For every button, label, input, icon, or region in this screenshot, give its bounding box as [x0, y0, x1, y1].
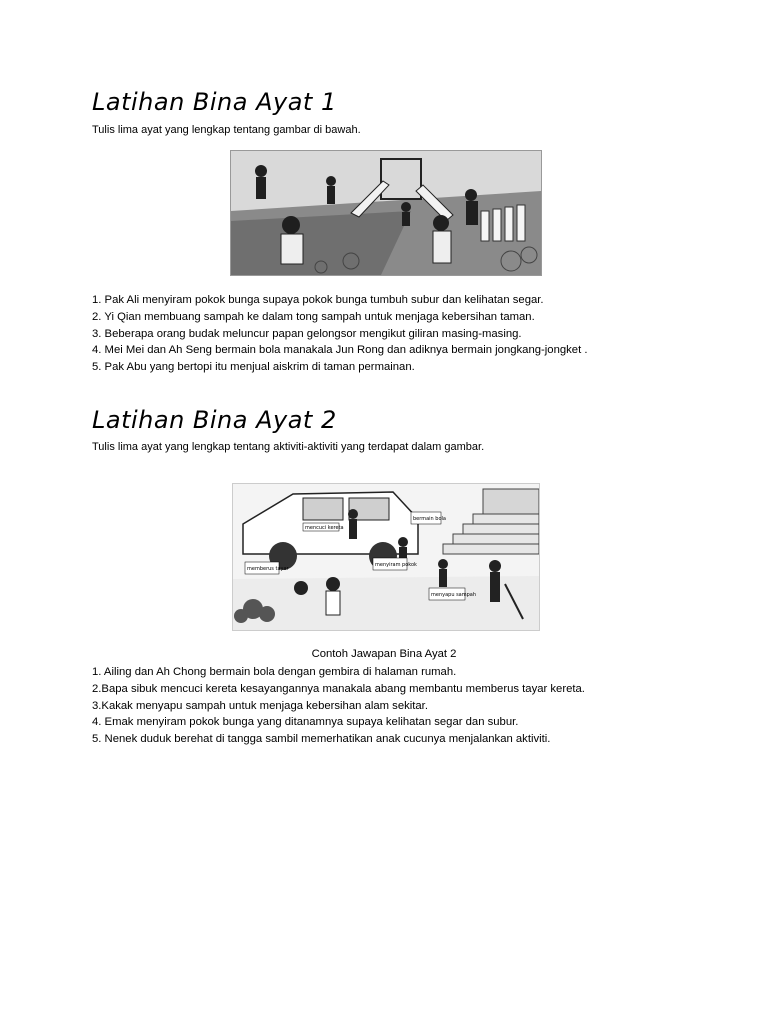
list-item: 3. Beberapa orang budak meluncur papan gelongsor mengikut giliran masing-masing.	[92, 327, 522, 340]
list-item: 5. Nenek duduk berehat di tangga sambil memerhatikan anak cucunya menjalankan aktiviti.	[92, 733, 551, 746]
label-menyapu-sampah: menyapu sampah	[431, 592, 477, 598]
label-memberus-tayar: memberus tayar	[247, 566, 289, 572]
list-item: 2.Bapa sibuk mencuci kereta kesayangannya manakala abang membantu memberus tayar kereta.	[92, 682, 585, 695]
answer-heading: Contoh Jawapan Bina Ayat 2	[311, 648, 457, 660]
list-item: 1. Pak Ali menyiram pokok bunga supaya pokok bunga tumbuh subur dan kelihatan segar.	[92, 294, 544, 306]
park-illustration	[230, 150, 542, 276]
list-item: 4. Mei Mei dan Ah Seng bermain bola manakala Jun Rong dan adiknya bermain jongkang-jongket .	[92, 344, 588, 357]
list-item: 5. Pak Abu yang bertopi itu menjual aiskrim di taman permainan.	[92, 361, 415, 374]
section1-instruction: Tulis lima ayat yang lengkap tentang gambar di bawah.	[92, 124, 361, 136]
house-illustration	[232, 483, 540, 631]
section2-sentence-list	[92, 664, 585, 748]
section1-title: Latihan Bina Ayat 1	[92, 88, 337, 116]
list-item: 2. Yi Qian membuang sampah ke dalam tong sampah untuk menjaga kebersihan taman.	[92, 310, 535, 323]
label-menyiram-pokok: menyiram pokok	[375, 562, 417, 568]
list-item: 1. Ailing dan Ah Chong bermain bola dengan gembira di halaman rumah.	[92, 666, 457, 678]
list-item: 3.Kakak menyapu sampah untuk menjaga kebersihan alam sekitar.	[92, 699, 428, 712]
label-bermain-bola: bermain bola	[413, 516, 446, 522]
section2-title: Latihan Bina Ayat 2	[92, 406, 337, 434]
list-item: 4. Emak menyiram pokok bunga yang ditanamnya supaya kelihatan segar dan subur.	[92, 716, 519, 729]
section1-sentence-list	[92, 292, 588, 376]
section2-instruction: Tulis lima ayat yang lengkap tentang aktiviti-aktiviti yang terdapat dalam gambar.	[92, 441, 485, 453]
label-mencuci-kereta: mencuci kereta	[305, 525, 344, 531]
